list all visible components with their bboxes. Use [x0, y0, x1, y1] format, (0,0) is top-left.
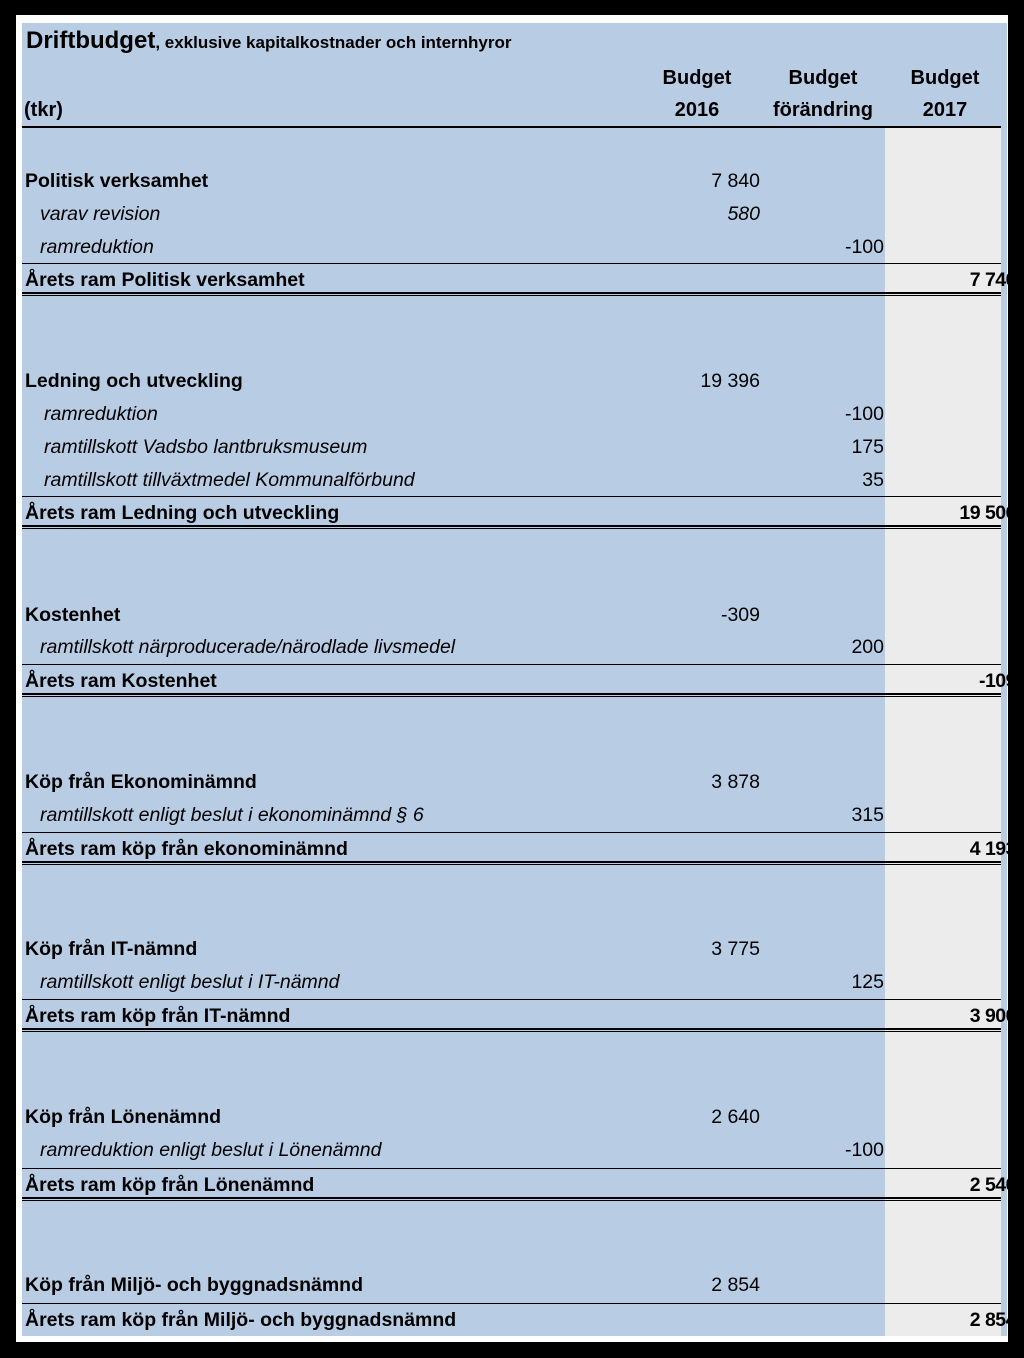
item-row	[22, 966, 1001, 999]
item-label: ramreduktion	[44, 403, 158, 425]
item-label: ramtillskott närproducerade/närodlade livsmedel	[40, 636, 456, 658]
section-end-divider	[22, 693, 1001, 697]
section-total-budget-2017: 19 506	[959, 502, 1016, 524]
section-total-budget-2017: 2 540	[969, 1174, 1016, 1196]
col-header-2017-line1: Budget	[910, 67, 980, 89]
section-head-budget-2016: 2 854	[711, 1274, 760, 1296]
section-head-row	[22, 599, 1001, 632]
section-total-budget-2017: 7 740	[969, 269, 1016, 291]
item-row	[22, 431, 1001, 464]
section-end-divider	[22, 1197, 1001, 1201]
col-header-2016-line1: Budget	[662, 67, 732, 89]
section-end-divider	[22, 861, 1001, 865]
title-subtitle: , exklusive kapitalkostnader och internhyror	[155, 33, 512, 52]
col-header-2016-line2: 2016	[674, 99, 720, 121]
section-total-label: Årets ram köp från ekonominämnd	[25, 838, 348, 860]
section-total-label: Årets ram köp från IT-nämnd	[25, 1005, 291, 1027]
section-head-label: Köp från IT-nämnd	[25, 938, 198, 960]
item-budget-change: 315	[851, 804, 884, 826]
section-head-row	[22, 933, 1001, 966]
item-label: ramtillskott enligt beslut i ekonominämnd § 6	[40, 804, 424, 826]
section-end-divider	[22, 292, 1001, 296]
section-head-label: Kostenhet	[25, 604, 121, 626]
section-head-budget-2016: 2 640	[711, 1106, 760, 1128]
section-head-budget-2016: 3 775	[711, 938, 760, 960]
section-end-divider	[22, 525, 1001, 529]
section-head-label: Politisk verksamhet	[25, 170, 209, 192]
section-total-row	[22, 1304, 1016, 1337]
section-head-label: Köp från Lönenämnd	[25, 1106, 222, 1128]
section-total-label: Årets ram Ledning och utveckling	[25, 502, 340, 524]
section-head-label: Köp från Miljö- och byggnadsnämnd	[25, 1274, 363, 1296]
section-total-label: Årets ram Kostenhet	[25, 670, 217, 692]
section-total-budget-2017: 2 854	[969, 1309, 1016, 1331]
item-budget-change: -100	[844, 236, 884, 258]
item-budget-change: 175	[851, 436, 884, 458]
item-budget-change: 200	[851, 636, 884, 658]
item-row	[22, 464, 1001, 497]
section-head-label: Ledning och utveckling	[25, 370, 243, 392]
section-head-budget-2016: -309	[720, 604, 760, 626]
section-total-budget-2017: -109	[978, 670, 1016, 692]
section-total-budget-2017: 4 193	[969, 838, 1016, 860]
item-label: ramtillskott Vadsbo lantbruksmuseum	[44, 436, 368, 458]
item-row	[22, 1134, 1001, 1167]
section-total-label: Årets ram köp från Lönenämnd	[25, 1174, 315, 1196]
section-head-row	[22, 1101, 1001, 1134]
item-row	[22, 231, 1001, 264]
section-total-budget-2017: 3 900	[969, 1005, 1016, 1027]
item-label: ramreduktion	[40, 236, 154, 258]
section-head-row	[22, 365, 1001, 398]
section-end-divider	[22, 1028, 1001, 1032]
section-total-label: Årets ram köp från Miljö- och byggnadsnämnd	[25, 1309, 457, 1331]
section-total-label: Årets ram Politisk verksamhet	[25, 269, 305, 291]
section-head-budget-2016: 3 878	[711, 771, 760, 793]
item-label: ramtillskott enligt beslut i IT-nämnd	[40, 971, 340, 993]
item-row	[22, 631, 1001, 664]
section-head-label: Köp från Ekonominämnd	[25, 771, 257, 793]
col-header-2017-line2: 2017	[922, 99, 968, 121]
item-row	[22, 398, 1001, 431]
item-label: ramreduktion enligt beslut i Lönenämnd	[40, 1139, 382, 1161]
section-head-budget-2016: 7 840	[711, 170, 760, 192]
item-row	[22, 799, 1001, 832]
budget-sheet	[16, 15, 1016, 1342]
col-header-change-line1: Budget	[788, 67, 858, 89]
item-budget-change: -100	[844, 1139, 884, 1161]
col-header-change-line2: förändring	[773, 99, 873, 121]
section-head-row	[22, 165, 1001, 198]
item-budget-2016: 580	[727, 203, 760, 225]
section-head-row	[22, 766, 1001, 799]
budget-table	[16, 15, 1016, 1342]
item-label: ramtillskott tillväxtmedel Kommunalförbund	[44, 469, 415, 491]
item-budget-change: 35	[862, 469, 884, 491]
item-row	[22, 198, 1001, 231]
item-budget-change: -100	[844, 403, 884, 425]
unit-label: (tkr)	[24, 99, 63, 121]
item-budget-change: 125	[851, 971, 884, 993]
title-main: Driftbudget	[26, 27, 156, 54]
item-label: varav revision	[40, 203, 161, 225]
section-head-budget-2016: 19 396	[700, 370, 760, 392]
section-head-row	[22, 1269, 1001, 1302]
